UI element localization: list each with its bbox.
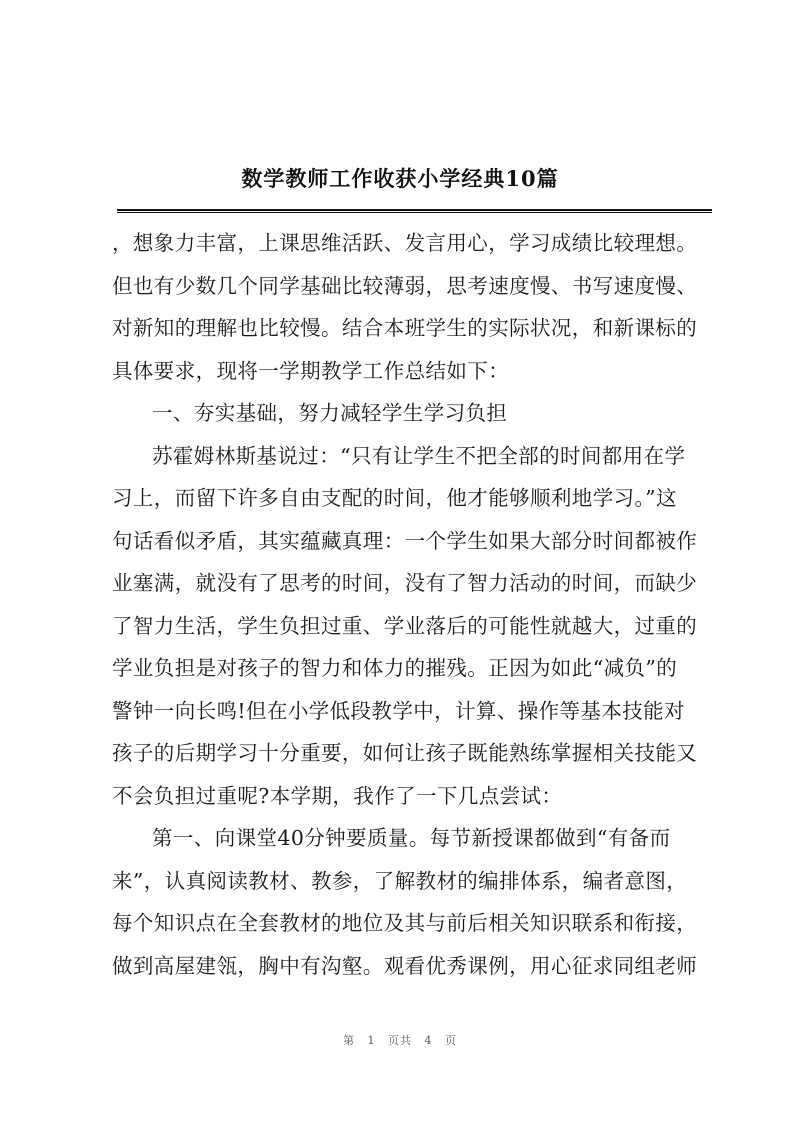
body-line: 对新知的理解也比较慢。结合本班学生的实际状况，和新课标的 bbox=[112, 316, 698, 340]
body-line: 警钟一向长鸣!但在小学低段教学中，计算、操作等基本技能对 bbox=[112, 698, 685, 723]
title-divider bbox=[117, 209, 712, 213]
body-line: 做到高屋建瓴，胸中有沟壑。观看优秀课例，用心征求同组老师 bbox=[112, 953, 698, 978]
body-line: 但也有少数几个同学基础比较薄弱，思考速度慢、书写速度慢、 bbox=[112, 273, 698, 298]
document-body bbox=[112, 226, 714, 991]
footer-label-post: 页 bbox=[445, 1034, 457, 1047]
body-line: ，想象力丰富，上课思维活跃、发言用心，学习成绩比较理想。 bbox=[112, 231, 698, 255]
section-heading: 一、夯实基础，努力减轻学生学习负担 bbox=[152, 401, 508, 425]
footer-label-mid: 页共 bbox=[388, 1034, 412, 1047]
page-title: 数学教师工作收获小学经典10篇 bbox=[241, 166, 559, 191]
body-line: 了智力生活，学生负担过重、学业落后的可能性就越大，过重的 bbox=[112, 613, 698, 638]
footer-label-pre: 第 bbox=[343, 1034, 355, 1047]
body-line: 具体要求，现将一学期教学工作总结如下： bbox=[112, 358, 510, 383]
body-line: 业塞满，就没有了思考的时间，没有了智力活动的时间，而缺少 bbox=[112, 571, 698, 595]
footer-page-current: 1 bbox=[367, 1034, 376, 1047]
body-line: 孩子的后期学习十分重要，如何让孩子既能熟练掌握相关技能又 bbox=[112, 741, 698, 765]
body-line: 每个知识点在全套教材的地位及其与前后相关知识联系和衔接， bbox=[112, 911, 698, 935]
body-line: 来”，认真阅读教材、教参，了解教材的编排体系，编者意图， bbox=[112, 868, 688, 893]
footer-page-total: 4 bbox=[424, 1034, 433, 1047]
body-line: 习上，而留下许多自由支配的时间，他才能够顺利地学习。”这 bbox=[112, 486, 677, 510]
body-line: 苏霍姆林斯基说过：“只有让学生不把全部的时间都用在学 bbox=[152, 443, 686, 468]
page-footer bbox=[0, 1032, 800, 1048]
body-line: 句话看似矛盾，其实蕴藏真理：一个学生如果大部分时间都被作 bbox=[112, 528, 698, 553]
body-line: 不会负担过重呢?本学期，我作了一下几点尝试： bbox=[112, 783, 563, 808]
body-line: 学业负担是对孩子的智力和体力的摧残。正因为如此“减负”的 bbox=[112, 656, 678, 680]
body-line: 第一、向课堂40分钟要质量。每节新授课都做到“有备而 bbox=[152, 826, 671, 850]
